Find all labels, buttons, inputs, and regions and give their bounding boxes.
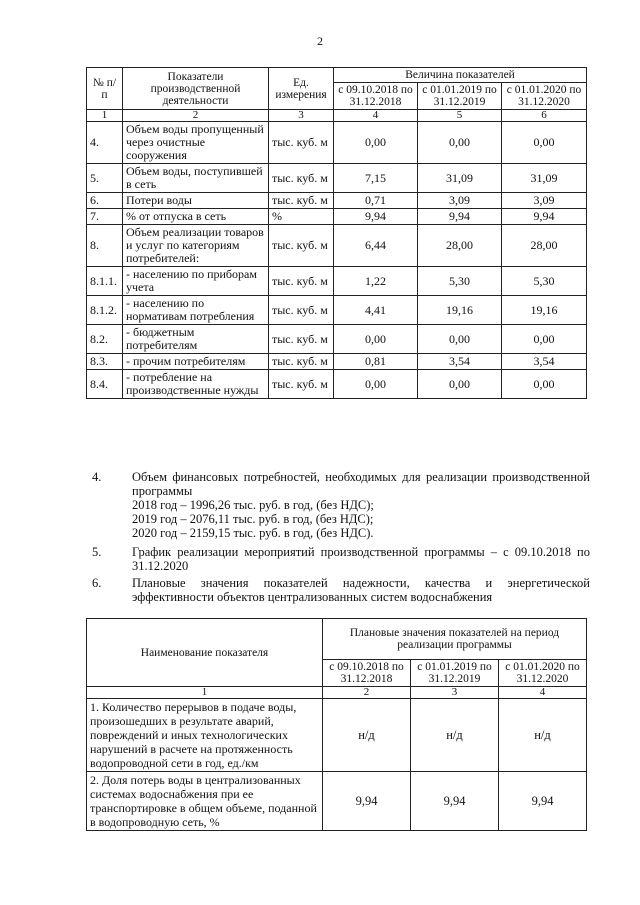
- table-row: [87, 296, 587, 325]
- table-row: [87, 122, 587, 164]
- index-cell: 2: [323, 687, 411, 699]
- row-value-cell: 9,94: [411, 772, 499, 831]
- row-value-cell: н/д: [323, 699, 411, 772]
- table-row: [87, 209, 587, 225]
- row-indicator-cell: - потребление на производственные нужды: [123, 370, 269, 399]
- row-value-cell: 19,16: [418, 296, 502, 325]
- row-value-cell: 28,00: [502, 225, 587, 267]
- row-value-cell: 3,09: [502, 193, 587, 209]
- row-number-cell: 8.4.: [87, 370, 123, 399]
- table-row: [87, 225, 587, 267]
- row-value-cell: 9,94: [418, 209, 502, 225]
- row-indicator-cell: Объем воды, поступившей в сеть: [123, 164, 269, 193]
- row-value-cell: 5,30: [418, 267, 502, 296]
- row-indicator-cell: Потери воды: [123, 193, 269, 209]
- row-value-cell: 0,00: [334, 370, 418, 399]
- index-cell: 2: [123, 110, 269, 122]
- section-number: 5.: [92, 545, 102, 559]
- section-text: График реализации мероприятий производственной программы – с 09.10.2018 по 31.12.2020: [132, 545, 590, 573]
- row-value-cell: 0,71: [334, 193, 418, 209]
- row-number-cell: 5.: [87, 164, 123, 193]
- row-indicator-cell: - населению по нормативам потребления: [123, 296, 269, 325]
- header-period-2: с 01.01.2019 по 31.12.2019: [418, 83, 502, 110]
- production-indicators-table: [86, 67, 587, 399]
- header-unit: Ед. измерения: [269, 68, 334, 110]
- section-line: 2019 год – 2076,11 тыс. руб. в год, (без НДС);: [132, 512, 374, 526]
- row-unit-cell: тыс. куб. м: [269, 354, 334, 370]
- row-value-cell: н/д: [411, 699, 499, 772]
- row-value-cell: 28,00: [418, 225, 502, 267]
- row-unit-cell: тыс. куб. м: [269, 225, 334, 267]
- section-text: Объем финансовых потребностей, необходимых для реализации производственной программы: [132, 470, 590, 498]
- row-value-cell: 0,00: [334, 122, 418, 164]
- header-plan-group: Плановые значения показателей на период реализации программы: [323, 619, 587, 660]
- index-cell: 6: [502, 110, 587, 122]
- row-value-cell: 5,30: [502, 267, 587, 296]
- header-num: № п/п: [87, 68, 123, 110]
- row-indicator-cell: - населению по приборам учета: [123, 267, 269, 296]
- row-value-cell: 0,00: [502, 370, 587, 399]
- row-number-cell: 8.3.: [87, 354, 123, 370]
- row-number-cell: 8.1.2.: [87, 296, 123, 325]
- row-unit-cell: тыс. куб. м: [269, 267, 334, 296]
- section-5: [92, 545, 590, 573]
- row-number-cell: 6.: [87, 193, 123, 209]
- row-value-cell: 0,00: [502, 122, 587, 164]
- row-value-cell: 6,44: [334, 225, 418, 267]
- index-cell: 1: [87, 687, 323, 699]
- table-row: [87, 354, 587, 370]
- row-indicator-cell: - прочим потребителям: [123, 354, 269, 370]
- header-period-3: с 01.01.2020 по 31.12.2020: [499, 660, 587, 687]
- index-cell: 4: [499, 687, 587, 699]
- row-number-cell: 7.: [87, 209, 123, 225]
- table-row: [87, 164, 587, 193]
- row-value-cell: 4,41: [334, 296, 418, 325]
- row-value-cell: 3,54: [418, 354, 502, 370]
- row-value-cell: 0,00: [418, 122, 502, 164]
- header-name: Наименование показателя: [87, 619, 323, 687]
- section-4: [92, 470, 590, 540]
- table-row: [87, 267, 587, 296]
- index-cell: 5: [418, 110, 502, 122]
- section-6: [92, 576, 590, 604]
- row-unit-cell: тыс. куб. м: [269, 122, 334, 164]
- header-period-2: с 01.01.2019 по 31.12.2019: [411, 660, 499, 687]
- reliability-indicators-table: [86, 618, 587, 831]
- row-indicator-cell: Объем воды пропущенный через очистные сооружения: [123, 122, 269, 164]
- table-row: [87, 370, 587, 399]
- row-value-cell: 31,09: [502, 164, 587, 193]
- section-text: Плановые значения показателей надежности, качества и энергетической эффективности объектов централизованных систем водоснабжения: [132, 576, 590, 604]
- row-value-cell: 1,22: [334, 267, 418, 296]
- row-unit-cell: %: [269, 209, 334, 225]
- row-value-cell: 3,54: [502, 354, 587, 370]
- section-line: 2020 год – 2159,15 тыс. руб. в год, (без НДС).: [132, 526, 374, 540]
- row-unit-cell: тыс. куб. м: [269, 193, 334, 209]
- section-number: 4.: [92, 470, 102, 484]
- row-number-cell: 8.: [87, 225, 123, 267]
- row-value-cell: 9,94: [334, 209, 418, 225]
- row-value-cell: 3,09: [418, 193, 502, 209]
- row-value-cell: 0,81: [334, 354, 418, 370]
- row-value-cell: 31,09: [418, 164, 502, 193]
- header-period-1: с 09.10.2018 по 31.12.2018: [323, 660, 411, 687]
- row-indicator-cell: % от отпуска в сеть: [123, 209, 269, 225]
- header-period-3: с 01.01.2020 по 31.12.2020: [502, 83, 587, 110]
- row-value-cell: 7,15: [334, 164, 418, 193]
- table-row: [87, 699, 587, 772]
- index-cell: 3: [269, 110, 334, 122]
- row-number-cell: 8.2.: [87, 325, 123, 354]
- index-cell: 4: [334, 110, 418, 122]
- index-cell: 3: [411, 687, 499, 699]
- row-unit-cell: тыс. куб. м: [269, 164, 334, 193]
- row-unit-cell: тыс. куб. м: [269, 296, 334, 325]
- row-number-cell: 4.: [87, 122, 123, 164]
- table-row: [87, 772, 587, 831]
- row-unit-cell: тыс. куб. м: [269, 325, 334, 354]
- table-row: [87, 193, 587, 209]
- row-unit-cell: тыс. куб. м: [269, 370, 334, 399]
- row-value-cell: 9,94: [323, 772, 411, 831]
- row-value-cell: н/д: [499, 699, 587, 772]
- section-number: 6.: [92, 576, 102, 590]
- header-value-group: Величина показателей: [334, 68, 587, 83]
- header-period-1: с 09.10.2018 по 31.12.2018: [334, 83, 418, 110]
- row-indicator-cell: 1. Количество перерывов в подаче воды, произошедших в результате аварий, повреждений и иных технологических нарушений в расчете на протяженность водопроводной сети в год, ед./км: [87, 699, 323, 772]
- index-row: [87, 687, 587, 699]
- table-row: [87, 325, 587, 354]
- row-value-cell: 0,00: [502, 325, 587, 354]
- header-indicator: Показатели производственной деятельности: [123, 68, 269, 110]
- index-row: [87, 110, 587, 122]
- row-value-cell: 9,94: [499, 772, 587, 831]
- row-value-cell: 0,00: [418, 325, 502, 354]
- page-number: 2: [317, 34, 323, 48]
- row-indicator-cell: 2. Доля потерь воды в централизованных системах водоснабжения при ее транспортировке в общем объеме, поданной в водопроводную сеть, %: [87, 772, 323, 831]
- row-number-cell: 8.1.1.: [87, 267, 123, 296]
- row-value-cell: 9,94: [502, 209, 587, 225]
- row-indicator-cell: Объем реализации товаров и услуг по категориям потребителей:: [123, 225, 269, 267]
- index-cell: 1: [87, 110, 123, 122]
- row-value-cell: 0,00: [334, 325, 418, 354]
- section-line: 2018 год – 1996,26 тыс. руб. в год, (без НДС);: [132, 498, 374, 512]
- row-indicator-cell: - бюджетным потребителям: [123, 325, 269, 354]
- row-value-cell: 0,00: [418, 370, 502, 399]
- row-value-cell: 19,16: [502, 296, 587, 325]
